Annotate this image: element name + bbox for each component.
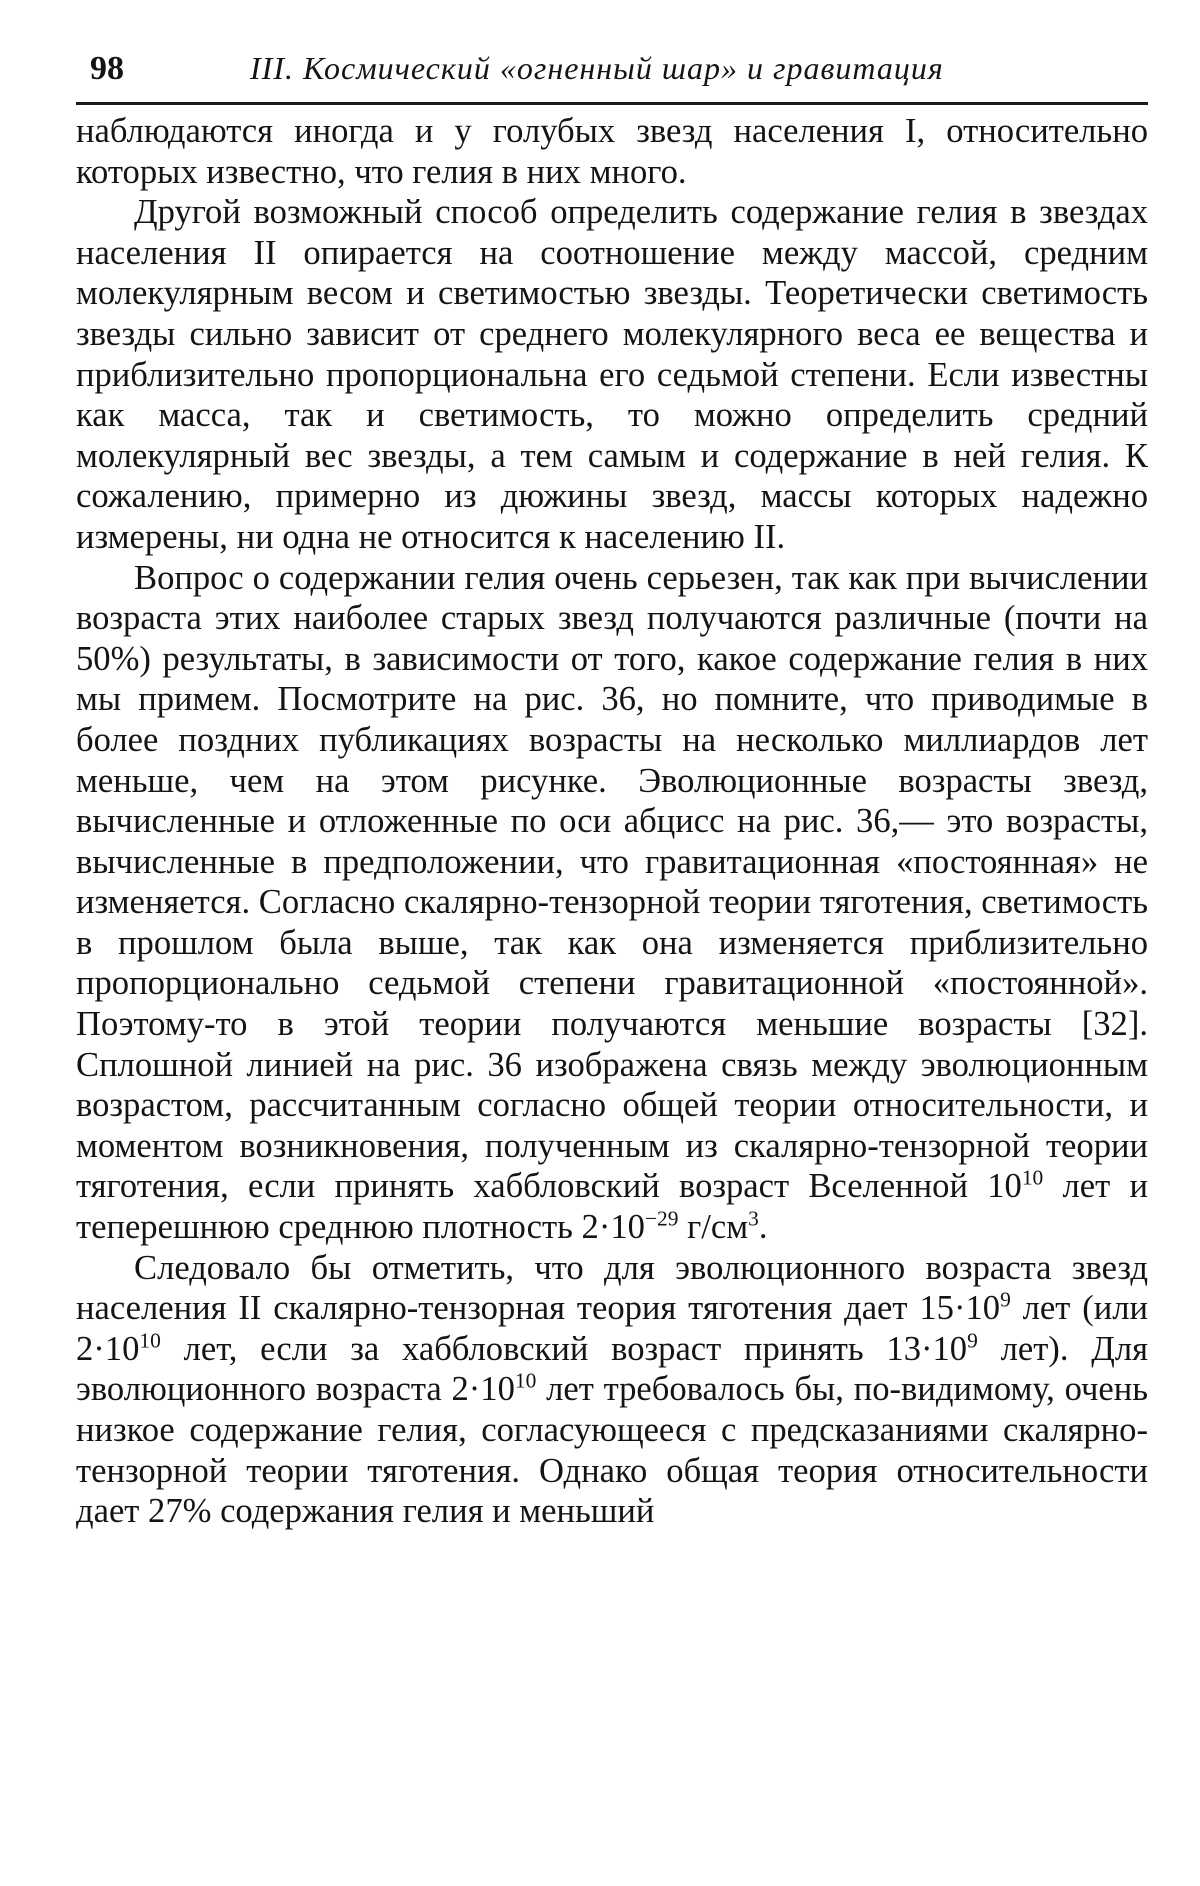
running-header bbox=[76, 50, 1148, 105]
body-text bbox=[76, 111, 1148, 1532]
formula-hubble-age: $10^{10}$ bbox=[987, 1165, 1044, 1206]
paragraph-evolutionary-age bbox=[76, 1248, 1148, 1532]
paragraph-text: лет (или 2·10 bbox=[76, 1289, 1148, 1368]
paragraph-continuation bbox=[76, 111, 1148, 192]
paragraph-text: г/см bbox=[687, 1208, 749, 1247]
paragraph-text: Вопрос о содержании гелия очень серьезен, так как при вычислении возраста этих наиболее старых звезд получаются различные (почти на 50%) результаты, в зависимости от того, какое содержание гелия в них мы примем. Посмотрите на рис. 36, но помните, что приводимые в более поздних публикациях возрасты на несколько миллиардов лет меньше, чем на этом рисунке. Эволюционные возрасты звезд, вычисленные и отложенные по оси абцисс на рис. 36,— это возрасты, вычисленные в предположении, что гравитационная «постоянная» не изменяется. Согласно скалярно-тензорной теории тяготения, светимость в прошлом была выше, так как она изменяется приблизительно пропорционально седьмой степени гравитационной «постоянной». Поэтому-то в этой теории получаются меньшие возрасты [32]. Сплошной линией на рис. 36 изображена связь между эволюционным возрастом, рассчитанным согласно общей теории относительности, и моментом возникновения, полученным из скалярно-тензорной теории тяготения, если принять хаббловский возраст Вселенной bbox=[76, 558, 1148, 1206]
exponent: 9 bbox=[967, 1328, 978, 1353]
paragraph-text: лет). Для эволюционного возраста 2·10 bbox=[76, 1329, 1148, 1409]
paragraph-helium-mass-luminosity bbox=[76, 192, 1148, 557]
paragraph-text: лет и теперешнюю среднюю плотность 2·10 bbox=[76, 1167, 1148, 1247]
paragraph-text: Следовало бы отметить, что для эволюционного возраста звезд населения II скалярно-тензорная теория тяготения дает 15·10 bbox=[76, 1248, 1148, 1328]
page-number: 98 bbox=[90, 50, 124, 87]
exponent: 3 bbox=[748, 1206, 759, 1231]
paragraph-helium-age: Вопрос о содержании гелия очень серьезен, так как при вычислении возраста этих наиболее старых звезд получаются различные (почти на 50%) результаты, в зависимости от того, какое содержание гелия в них мы примем. Посмотрите на рис. 36, но помните, что приводимые в более поздних публикациях возрасты на несколько миллиардов лет меньше, чем на этом рисунке. Эволюционные возрасты звезд, вычисленные и отложенные по оси абцисс на рис. 36,— это возрасты, вычисленные в предположении, что гравитационная «постоянная» не изменяется. Согласно скалярно-тензорной теории тяготения, светимость в прошлом была выше, так как она изменяется приблизительно пропорционально седьмой степени гравитационной «постоянной». Поэтому-то в этой теории получаются меньшие возрасты [32]. Сплошной линией на рис. 36 изображена связь между эволюционным возрастом, рассчитанным согласно общей теории относительности, и моментом возникновения, полученным из скалярно-тензорной теории тяготения, если принять хаббловский возраст Вселенной $10^{10}$ лет и теперешнюю среднюю плотность $2\cdot 10^{-29}$ $г/см^3$. bbox=[76, 558, 1148, 1247]
paragraph-text: наблюдаются иногда и у голубых звезд населения I, относительно которых известно, что гелия в них много. bbox=[76, 112, 1148, 191]
exponent: −29 bbox=[644, 1206, 679, 1231]
paragraph-text: лет требовалось бы, по-видимому, очень низкое содержание гелия, согласующееся с предсказаниями скалярно-тензорной теории тяготения. Однако общая теория относительности дает 27% содержания гелия и меньший bbox=[76, 1370, 1148, 1531]
exponent: 10 bbox=[514, 1368, 537, 1393]
exponent: 9 bbox=[1000, 1287, 1011, 1312]
paragraph-text: Другой возможный способ определить содержание гелия в звездах населения II опирается на соотношение между массой, средним молекулярным весом и светимостью звезды. Теоретически светимость звезды сильно зависит от среднего молекулярного веса ее вещества и приблизительно пропорциональна его седьмой степени. Если известны как масса, так и светимость, то можно определить средний молекулярный вес звезды, а тем самым и содержание в ней гелия. К сожалению, примерно из дюжины звезд, массы которых надежно измерены, ни одна не относится к населению II. bbox=[76, 193, 1148, 556]
chapter-title: III. Космический «огненный шар» и гравитация bbox=[250, 50, 944, 86]
paragraph-text: лет, если за хаббловский возраст принять 13·10 bbox=[183, 1329, 968, 1368]
exponent: 10 bbox=[139, 1328, 161, 1353]
